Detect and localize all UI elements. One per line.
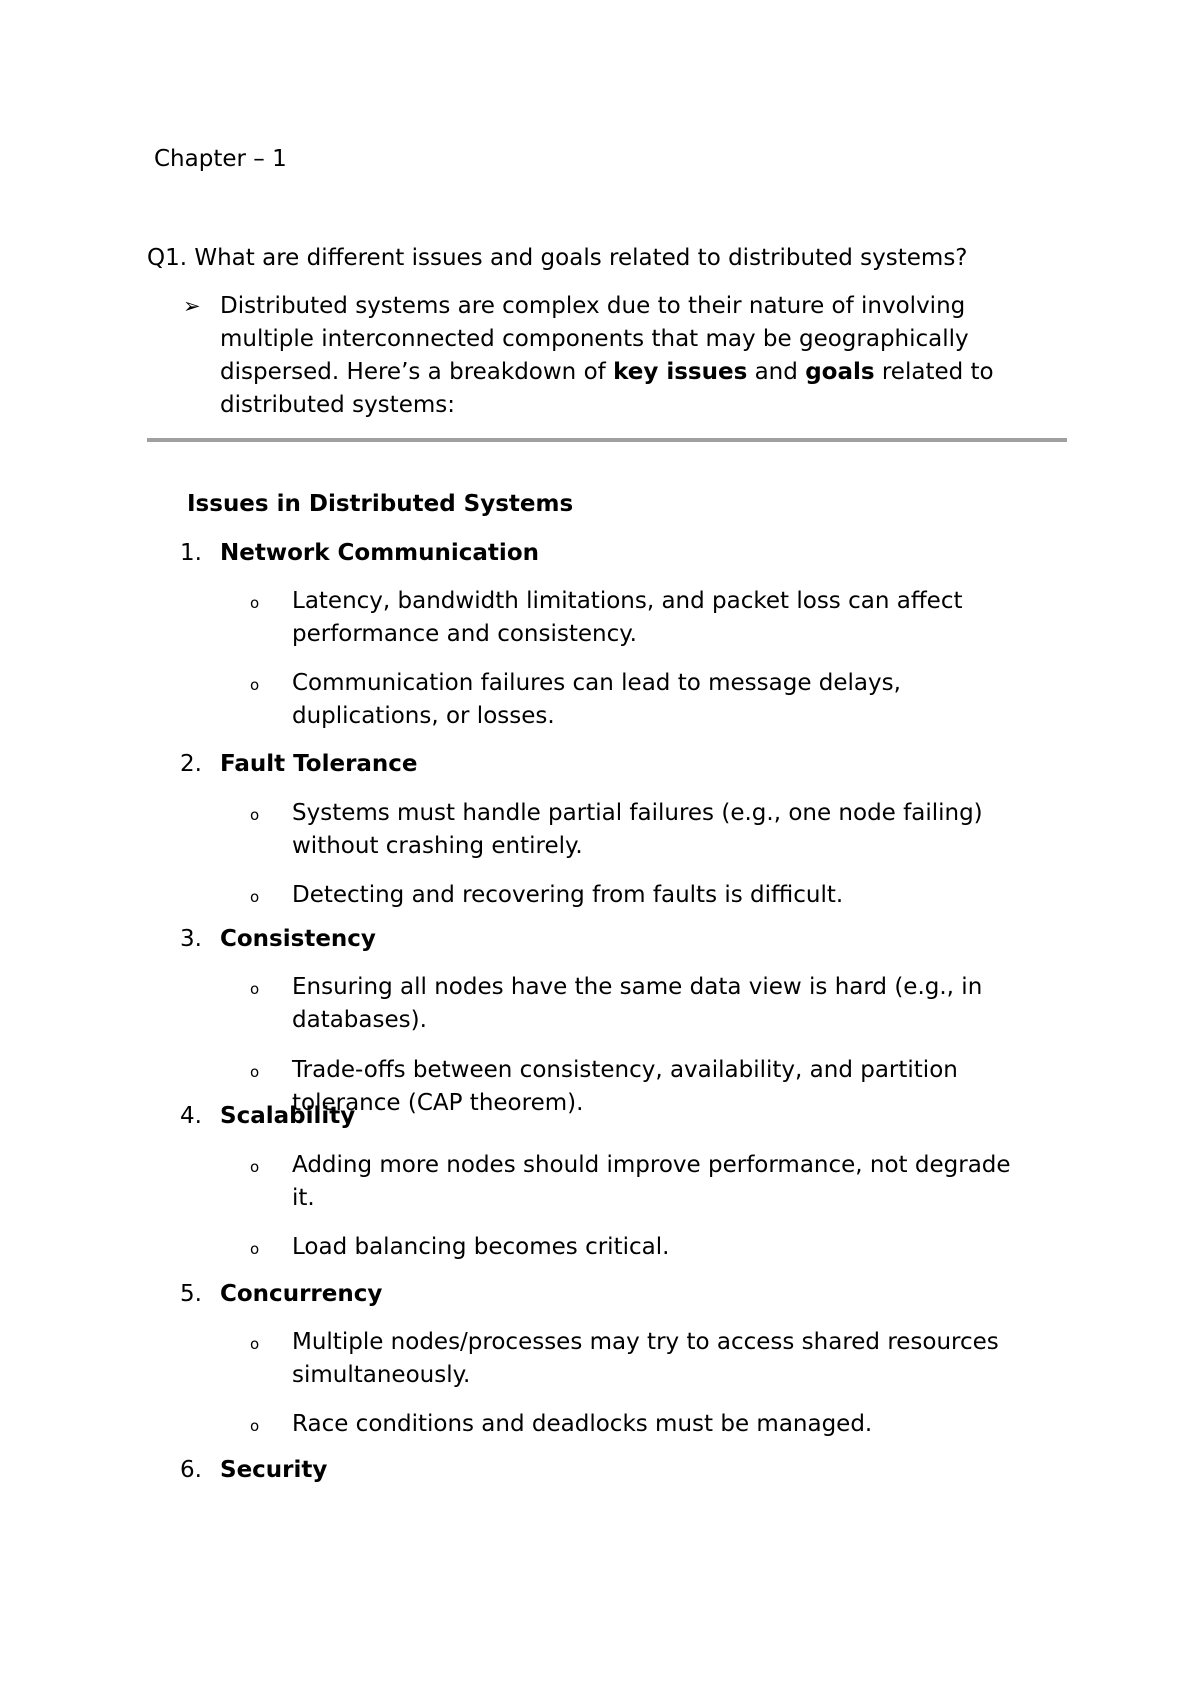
issue-title	[180, 1278, 382, 1311]
intro-text	[220, 290, 1063, 422]
issue-point-text: Adding more nodes should improve performance, not degrade it.	[292, 1152, 1011, 1211]
issue-name: Security	[220, 1457, 328, 1483]
issue-number: 5.	[180, 1281, 202, 1307]
circle-bullet-icon: o	[250, 1063, 260, 1081]
issue-point-text: Multiple nodes/processes may try to access shared resources simultaneously.	[292, 1329, 999, 1388]
issue-point-text: Communication failures can lead to message delays, duplications, or losses.	[292, 670, 901, 729]
issue-title	[180, 1100, 355, 1133]
issue-number: 6.	[180, 1457, 202, 1483]
intro-bold-goals: goals	[805, 359, 875, 385]
circle-bullet-icon: o	[250, 676, 260, 694]
issue-name: Consistency	[220, 926, 376, 952]
issue-point-text: Ensuring all nodes have the same data view is hard (e.g., in databases).	[292, 974, 983, 1033]
circle-bullet-icon: o	[250, 806, 260, 824]
issue-title	[180, 1454, 327, 1487]
issue-number: 3.	[180, 926, 202, 952]
issue-name: Scalability	[220, 1103, 356, 1129]
issue-number: 2.	[180, 751, 202, 777]
circle-bullet-icon: o	[250, 980, 260, 998]
issue-number: 4.	[180, 1103, 202, 1129]
issue-point	[250, 797, 1040, 863]
section-heading: Issues in Distributed Systems	[187, 491, 574, 517]
circle-bullet-icon: o	[250, 888, 260, 906]
issue-point	[250, 971, 1040, 1037]
issue-title	[180, 923, 376, 956]
issue-point-text: Trade-offs between consistency, availability, and partition tolerance (CAP theorem).	[292, 1057, 958, 1116]
issue-title	[180, 537, 539, 570]
issue-point	[250, 879, 1040, 912]
circle-bullet-icon: o	[250, 594, 260, 612]
issue-name: Fault Tolerance	[220, 751, 418, 777]
issue-name: Concurrency	[220, 1281, 383, 1307]
issue-point	[250, 585, 1040, 651]
issue-point-text: Race conditions and deadlocks must be managed.	[292, 1411, 873, 1437]
intro-paragraph	[183, 290, 1063, 422]
circle-bullet-icon: o	[250, 1240, 260, 1258]
question-text: Q1. What are different issues and goals related to distributed systems?	[147, 245, 968, 271]
issue-point-text: Detecting and recovering from faults is difficult.	[292, 882, 844, 908]
issue-point	[250, 1408, 1040, 1441]
circle-bullet-icon: o	[250, 1417, 260, 1435]
issue-point	[250, 1054, 1040, 1120]
issue-point-text: Latency, bandwidth limitations, and packet loss can affect performance and consistency.	[292, 588, 963, 647]
circle-bullet-icon: o	[250, 1335, 260, 1353]
issue-point	[250, 1231, 1040, 1264]
issue-point-text: Load balancing becomes critical.	[292, 1234, 670, 1260]
horizontal-divider	[147, 438, 1067, 442]
issue-point	[250, 1326, 1040, 1392]
arrow-bullet-icon: ➢	[183, 294, 201, 318]
issue-point-text: Systems must handle partial failures (e.g., one node failing) without crashing entirely.	[292, 800, 983, 859]
intro-part-2: and	[747, 359, 806, 385]
issue-number: 1.	[180, 540, 202, 566]
circle-bullet-icon: o	[250, 1158, 260, 1176]
intro-part-1: Distributed systems are complex due to their nature of involving multiple interconnected components that may be geographically dispersed. Here’s a breakdown of	[220, 293, 969, 385]
issue-title	[180, 748, 418, 781]
issue-point	[250, 667, 1040, 733]
intro-part-3: related to distributed systems:	[220, 359, 994, 418]
issue-point	[250, 1149, 1040, 1215]
chapter-heading: Chapter – 1	[154, 146, 287, 172]
issue-name: Network Communication	[220, 540, 539, 566]
intro-bold-key-issues: key issues	[613, 359, 748, 385]
